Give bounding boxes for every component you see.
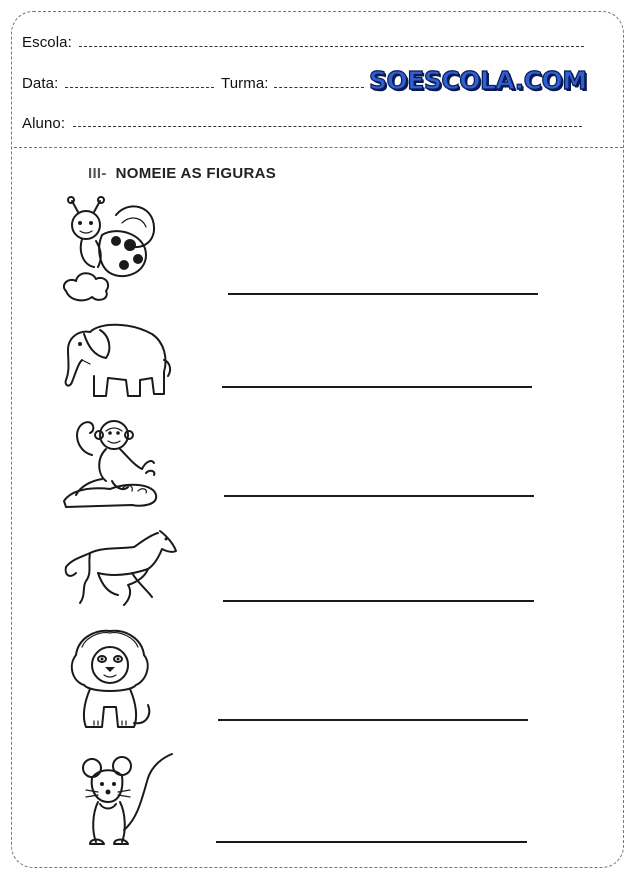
elephant-icon [60, 320, 175, 402]
date-field[interactable] [65, 87, 214, 88]
answer-line-1[interactable] [228, 293, 538, 295]
class-label: Turma: [221, 75, 269, 92]
lion-icon [60, 625, 160, 735]
exercise-title: NOMEIE AS FIGURAS [115, 165, 277, 182]
monkey-icon [62, 415, 162, 515]
date-label: Data: [22, 75, 59, 92]
exercise-heading [88, 165, 276, 182]
answer-line-5[interactable] [218, 719, 528, 721]
student-label: Aluno: [22, 115, 66, 132]
exercise-number: III- [88, 165, 107, 182]
horse-icon [62, 525, 180, 610]
site-logo: SOESCOLA.COM [369, 66, 587, 95]
answer-line-6[interactable] [216, 841, 527, 843]
class-field[interactable] [274, 87, 364, 88]
mouse-icon [78, 748, 176, 856]
school-field[interactable] [79, 46, 584, 47]
answer-line-3[interactable] [224, 495, 534, 497]
student-field[interactable] [73, 126, 582, 127]
ladybug-icon [58, 195, 163, 305]
answer-line-2[interactable] [222, 386, 532, 388]
school-label: Escola: [22, 34, 72, 51]
header-divider [14, 147, 623, 148]
answer-line-4[interactable] [223, 600, 534, 602]
